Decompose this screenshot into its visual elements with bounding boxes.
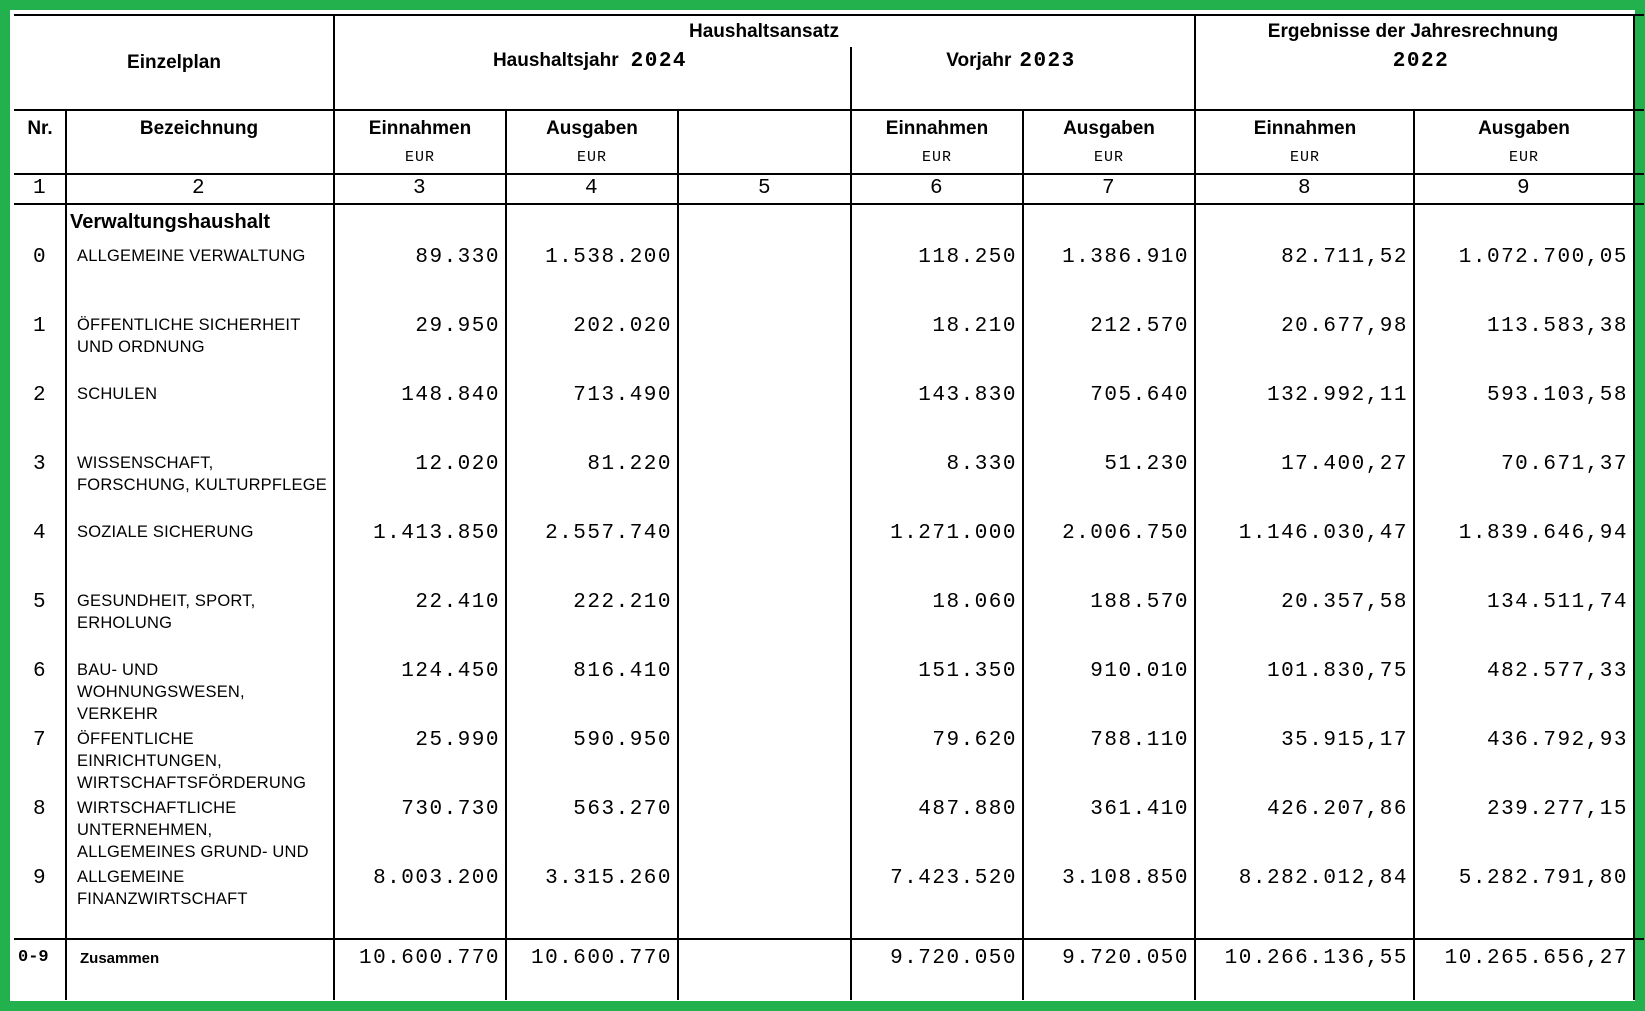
col-number-8: 8 xyxy=(1297,177,1313,200)
rule-numbers-bottom xyxy=(14,203,1644,205)
header-einzelplan: Einzelplan xyxy=(127,52,221,73)
col-number-4: 4 xyxy=(584,177,600,200)
row-value-ausgaben-2022: 134.511,74 xyxy=(1486,591,1628,614)
row-bezeichnung xyxy=(77,590,255,634)
row-nr: 4 xyxy=(32,522,48,545)
row-value-einnahmen-2024: 8.003.200 xyxy=(373,867,500,890)
col-number-2: 2 xyxy=(191,177,207,200)
row-value-ausgaben-2024: 202.020 xyxy=(573,315,672,338)
row-nr: 2 xyxy=(32,384,48,407)
row-value-ausgaben-2022: 70.671,37 xyxy=(1501,453,1628,476)
row-value-einnahmen-2023: 1.271.000 xyxy=(890,522,1017,545)
row-value-einnahmen-2022: 82.711,52 xyxy=(1281,246,1408,269)
row-value-ausgaben-2022: 5.282.791,80 xyxy=(1458,867,1628,890)
row-nr: 0 xyxy=(32,246,48,269)
row-value-ausgaben-2023: 212.570 xyxy=(1090,315,1189,338)
row-bezeichnung-line: WIRTSCHAFTSFÖRDERUNG xyxy=(77,774,307,792)
row-value-ausgaben-2023: 188.570 xyxy=(1090,591,1189,614)
rule-total-top xyxy=(14,938,1644,940)
haushaltsjahr-label: Haushaltsjahr xyxy=(492,50,619,71)
rule-col-4 xyxy=(677,109,679,1000)
row-value-ausgaben-2023: 51.230 xyxy=(1104,453,1189,476)
row-value-einnahmen-2024: 12.020 xyxy=(415,453,500,476)
col-number-3: 3 xyxy=(412,177,428,200)
header-ergebnisse: Ergebnisse der Jahresrechnung xyxy=(1267,21,1559,42)
rule-col-bezeichnung xyxy=(333,14,335,1000)
col-currency-8: EUR xyxy=(1289,149,1321,166)
row-nr: 8 xyxy=(32,798,48,821)
row-value-einnahmen-2022: 20.357,58 xyxy=(1281,591,1408,614)
row-value-einnahmen-2023: 7.423.520 xyxy=(890,867,1017,890)
row-bezeichnung xyxy=(77,245,306,267)
row-bezeichnung-line: SOZIALE SICHERUNG xyxy=(77,523,254,541)
col-header-bezeichnung: Bezeichnung xyxy=(139,118,259,139)
row-value-ausgaben-2024: 2.557.740 xyxy=(545,522,672,545)
row-value-einnahmen-2023: 18.060 xyxy=(932,591,1017,614)
col-number-6: 6 xyxy=(929,177,945,200)
row-value-ausgaben-2023: 361.410 xyxy=(1090,798,1189,821)
row-bezeichnung xyxy=(77,797,309,863)
row-nr: 7 xyxy=(32,729,48,752)
row-value-ausgaben-2024: 1.538.200 xyxy=(545,246,672,269)
row-bezeichnung-line: ALLGEMEINE VERWALTUNG xyxy=(77,247,306,265)
row-value-ausgaben-2024: 590.950 xyxy=(573,729,672,752)
row-value-ausgaben-2024: 713.490 xyxy=(573,384,672,407)
rule-col-7 xyxy=(1194,14,1196,1000)
row-value-ausgaben-2023: 910.010 xyxy=(1090,660,1189,683)
row-value-ausgaben-2023: 1.386.910 xyxy=(1062,246,1189,269)
row-nr: 3 xyxy=(32,453,48,476)
row-value-ausgaben-2023: 3.108.850 xyxy=(1062,867,1189,890)
row-bezeichnung xyxy=(77,866,248,910)
row-bezeichnung-line: SCHULEN xyxy=(77,385,158,403)
row-bezeichnung xyxy=(77,452,327,496)
col-currency-3: EUR xyxy=(404,149,436,166)
row-value-einnahmen-2024: 124.450 xyxy=(401,660,500,683)
row-bezeichnung-line: ALLGEMEINES GRUND- UND xyxy=(77,843,309,861)
row-value-ausgaben-2024: 222.210 xyxy=(573,591,672,614)
row-value-einnahmen-2023: 143.830 xyxy=(918,384,1017,407)
row-bezeichnung-line: ALLGEMEINE xyxy=(77,868,185,886)
row-bezeichnung-line: ÖFFENTLICHE SICHERHEIT xyxy=(77,316,301,334)
row-value-einnahmen-2023: 118.250 xyxy=(918,246,1017,269)
row-value-einnahmen-2024: 1.413.850 xyxy=(373,522,500,545)
row-nr: 5 xyxy=(32,591,48,614)
rule-col-nr xyxy=(65,109,67,1000)
row-value-einnahmen-2024: 22.410 xyxy=(415,591,500,614)
row-value-einnahmen-2022: 132.992,11 xyxy=(1266,384,1408,407)
header-haushaltsansatz: Haushaltsansatz xyxy=(689,21,839,42)
row-value-ausgaben-2023: 705.640 xyxy=(1090,384,1189,407)
row-bezeichnung xyxy=(77,314,301,358)
header-vorjahr xyxy=(946,50,1076,73)
rule-header-bottom xyxy=(14,109,1644,111)
row-value-einnahmen-2022: 101.830,75 xyxy=(1266,660,1408,683)
col-header-ausgaben-2023: Ausgaben xyxy=(1063,118,1155,139)
total-ausgaben-2024: 10.600.770 xyxy=(530,947,672,970)
col-header-einnahmen-2022: Einnahmen xyxy=(1253,118,1357,139)
section-title: Verwaltungshaushalt xyxy=(70,211,271,233)
row-value-einnahmen-2022: 17.400,27 xyxy=(1281,453,1408,476)
vorjahr-year: 2023 xyxy=(1019,50,1076,73)
row-value-einnahmen-2022: 35.915,17 xyxy=(1281,729,1408,752)
row-value-ausgaben-2024: 563.270 xyxy=(573,798,672,821)
col-currency-6: EUR xyxy=(921,149,953,166)
row-value-ausgaben-2022: 113.583,38 xyxy=(1486,315,1628,338)
col-header-nr: Nr. xyxy=(27,118,53,139)
row-value-einnahmen-2022: 426.207,86 xyxy=(1266,798,1408,821)
row-value-einnahmen-2023: 8.330 xyxy=(946,453,1017,476)
row-value-ausgaben-2024: 3.315.260 xyxy=(545,867,672,890)
row-bezeichnung-line: WIRTSCHAFTLICHE xyxy=(77,799,237,817)
row-value-ausgaben-2022: 482.577,33 xyxy=(1486,660,1628,683)
row-bezeichnung-line: BAU- UND xyxy=(77,661,159,679)
col-number-1: 1 xyxy=(32,177,48,200)
row-value-ausgaben-2022: 1.839.646,94 xyxy=(1458,522,1628,545)
haushaltsjahr-year: 2024 xyxy=(630,50,688,73)
row-bezeichnung-line: FORSCHUNG, KULTURPFLEGE xyxy=(77,476,327,494)
col-currency-7: EUR xyxy=(1093,149,1125,166)
row-value-ausgaben-2022: 436.792,93 xyxy=(1486,729,1628,752)
row-value-einnahmen-2024: 730.730 xyxy=(401,798,500,821)
row-value-ausgaben-2022: 593.103,58 xyxy=(1486,384,1628,407)
col-number-5: 5 xyxy=(757,177,773,200)
total-ausgaben-2022: 10.265.656,27 xyxy=(1444,947,1628,970)
row-value-einnahmen-2024: 89.330 xyxy=(415,246,500,269)
row-bezeichnung xyxy=(77,659,245,725)
col-header-einnahmen-2023: Einnahmen xyxy=(885,118,989,139)
rule-col-6 xyxy=(1022,109,1024,1000)
row-bezeichnung-line: UNTERNEHMEN, xyxy=(77,821,213,839)
row-value-ausgaben-2023: 788.110 xyxy=(1090,729,1189,752)
rule-col-3 xyxy=(505,109,507,1000)
rule-col-right xyxy=(1633,14,1635,1000)
row-bezeichnung-line: ERHOLUNG xyxy=(77,614,173,632)
col-currency-4: EUR xyxy=(576,149,608,166)
total-einnahmen-2024: 10.600.770 xyxy=(358,947,500,970)
row-bezeichnung xyxy=(77,521,254,543)
row-value-ausgaben-2022: 1.072.700,05 xyxy=(1458,246,1628,269)
row-nr: 6 xyxy=(32,660,48,683)
row-value-einnahmen-2024: 29.950 xyxy=(415,315,500,338)
header-ergebnisse-year: 2022 xyxy=(1392,50,1450,73)
row-bezeichnung xyxy=(77,728,306,794)
row-bezeichnung-line: VERKEHR xyxy=(77,705,159,723)
row-bezeichnung-line: WISSENSCHAFT, xyxy=(77,454,214,472)
row-bezeichnung-line: ÖFFENTLICHE xyxy=(77,730,194,748)
row-bezeichnung-line: GESUNDHEIT, SPORT, xyxy=(77,592,256,610)
row-value-ausgaben-2024: 81.220 xyxy=(587,453,672,476)
row-value-ausgaben-2023: 2.006.750 xyxy=(1062,522,1189,545)
col-number-9: 9 xyxy=(1516,177,1532,200)
total-ausgaben-2023: 9.720.050 xyxy=(1062,947,1189,970)
row-value-einnahmen-2022: 8.282.012,84 xyxy=(1238,867,1408,890)
row-bezeichnung-line: WOHNUNGSWESEN, xyxy=(77,683,245,701)
total-einnahmen-2022: 10.266.136,55 xyxy=(1224,947,1408,970)
row-value-einnahmen-2022: 20.677,98 xyxy=(1281,315,1408,338)
col-header-ausgaben-2022: Ausgaben xyxy=(1478,118,1570,139)
rule-top xyxy=(14,14,1644,16)
row-value-einnahmen-2023: 18.210 xyxy=(932,315,1017,338)
row-value-einnahmen-2023: 79.620 xyxy=(932,729,1017,752)
row-value-ausgaben-2024: 816.410 xyxy=(573,660,672,683)
total-label: Zusammen xyxy=(80,950,160,967)
col-header-einnahmen-2024: Einnahmen xyxy=(368,118,472,139)
rule-col-5 xyxy=(850,47,852,1000)
row-nr: 1 xyxy=(32,315,48,338)
col-currency-9: EUR xyxy=(1508,149,1540,166)
vorjahr-label: Vorjahr xyxy=(946,50,1012,71)
header-haushaltsjahr xyxy=(493,50,687,73)
row-bezeichnung-line: UND ORDNUNG xyxy=(77,338,205,356)
row-bezeichnung-line: FINANZWIRTSCHAFT xyxy=(77,890,248,908)
row-value-einnahmen-2024: 25.990 xyxy=(415,729,500,752)
row-bezeichnung xyxy=(77,383,157,405)
row-nr: 9 xyxy=(32,867,48,890)
row-value-ausgaben-2022: 239.277,15 xyxy=(1486,798,1628,821)
total-einnahmen-2023: 9.720.050 xyxy=(890,947,1017,970)
row-value-einnahmen-2022: 1.146.030,47 xyxy=(1238,522,1408,545)
row-bezeichnung-line: EINRICHTUNGEN, xyxy=(77,752,222,770)
row-value-einnahmen-2024: 148.840 xyxy=(401,384,500,407)
rule-col-8 xyxy=(1413,109,1415,1000)
row-value-einnahmen-2023: 487.880 xyxy=(918,798,1017,821)
col-number-7: 7 xyxy=(1101,177,1117,200)
rule-columns-bottom xyxy=(14,173,1644,175)
row-value-einnahmen-2023: 151.350 xyxy=(918,660,1017,683)
total-nr: 0-9 xyxy=(18,948,49,967)
col-header-ausgaben-2024: Ausgaben xyxy=(546,118,638,139)
